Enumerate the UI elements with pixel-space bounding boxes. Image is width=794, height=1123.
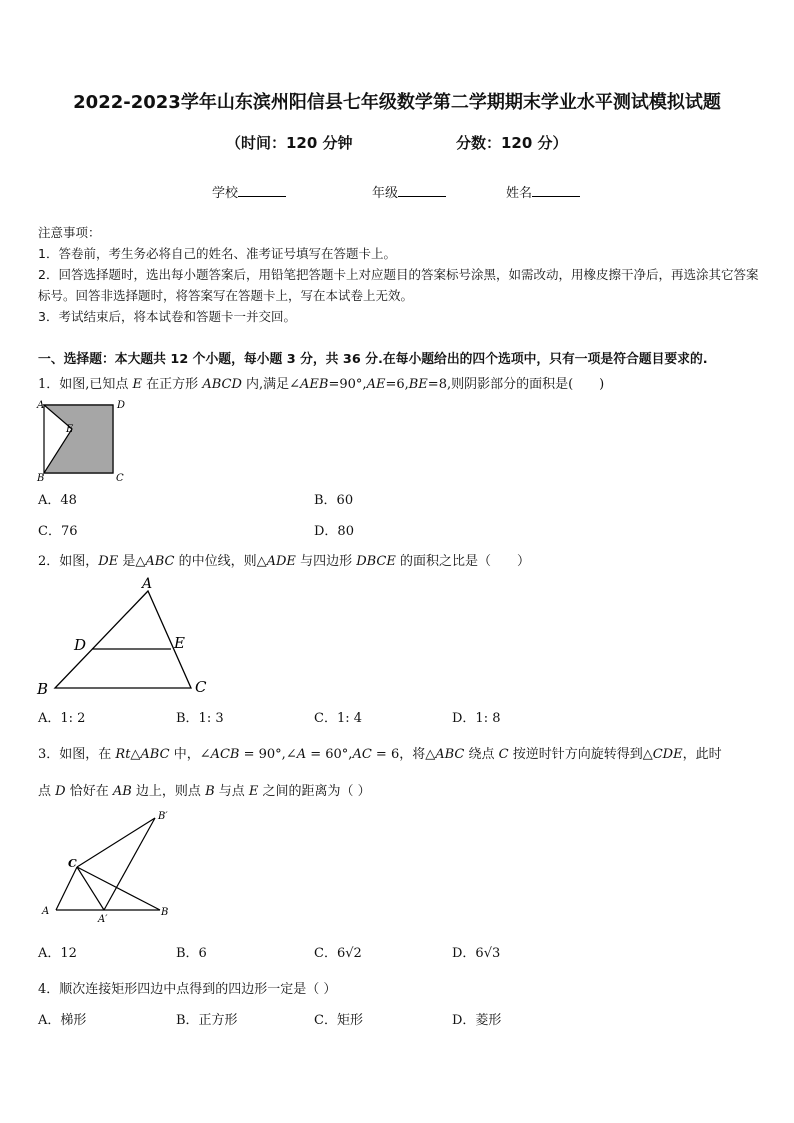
q4-option-a: A．梯形 [38,1013,87,1028]
grade-label: 年级 [372,186,399,201]
notes-block [38,222,760,327]
segment-cb-prime [77,818,155,867]
name-label: 姓名 [506,186,533,201]
label-d: D [74,636,87,654]
question-1-stem: 1．如图,已知点 E 在正方形 ABCD 内,满足∠AEB=90°,AE=6,BE=8,则阴影部分的面积是( ) [38,377,605,392]
q2-option-d: D．1: 8 [452,711,501,726]
note-item: 3．考试结束后，将本试卷和答题卡一并交回。 [38,309,296,324]
note-item: 2．回答选择题时，选出每小题答案后，用铅笔把答题卡上对应题目的答案标号涂黑，如需改动，用橡皮擦干净后，再选涂其它答案标号。回答非选择题时，将答案写在答题卡上，写在本试卷上无效。 [38,267,759,303]
q3-option-b: B．6 [176,946,207,961]
q1-option-a: A．48 [38,493,77,508]
q3-option-d: D．6√3 [452,946,501,961]
label-b: B [37,680,49,698]
question-1-figure [34,396,134,486]
label-b-prime: B′ [158,811,168,822]
q1-option-d: D．80 [314,524,354,539]
label-c: C [195,678,207,696]
grade-blank [398,184,446,197]
q4-option-d: D．菱形 [452,1013,502,1028]
segment-a-prime-b-prime [104,818,155,910]
segment-ac [56,867,77,910]
q1-option-c: C．76 [38,524,78,539]
label-b: B [37,473,45,484]
school-blank [238,184,286,197]
school-label: 学校 [212,186,239,201]
label-a-prime: A′ [98,914,108,925]
label-d: D [117,400,126,411]
page-title: 2022-2023学年山东滨州阳信县七年级数学第二学期期末学业水平测试模拟试题 [73,92,721,113]
label-a: A [37,400,45,411]
q3-option-c: C．6√2 [314,946,362,961]
name-field [506,182,580,201]
label-b: B [161,907,169,918]
grade-field [372,182,446,201]
name-blank [532,184,580,197]
segment-cb [77,867,160,910]
time-info: （时间：120 分钟 [226,134,353,152]
question-2-stem: 2．如图，DE 是△ABC 的中位线，则△ADE 与四边形 DBCE 的面积之比是（ ） [38,554,530,569]
label-a: A [42,906,50,917]
q3-option-a: A．12 [38,946,77,961]
question-3-stem-line1: 3．如图，在 Rt△ABC 中，∠ACB = 90°,∠A = 60°,AC = 6，将△ABC 绕点 C 按逆时针方向旋转得到△CDE，此时 [38,747,722,762]
notes-heading: 注意事项： [38,225,101,240]
q2-option-a: A．1: 2 [38,711,86,726]
score-info: 分数：120 分） [456,134,568,152]
label-e: E [66,424,74,435]
label-c: C [116,473,124,484]
question-4-stem: 4．顺次连接矩形四边中点得到的四边形一定是（ ） [38,982,337,997]
label-c: C [68,857,77,870]
question-3-stem-line2: 点 D 恰好在 AB 边上，则点 B 与点 E 之间的距离为（ ） [38,784,371,799]
section-heading: 一、选择题：本大题共 12 个小题，每小题 3 分，共 36 分.在每小题给出的四个选项中，只有一项是符合题目要求的. [38,352,708,367]
q4-option-c: C．矩形 [314,1013,363,1028]
q2-option-b: B．1: 3 [176,711,224,726]
q1-option-b: B．60 [314,493,354,508]
q4-option-b: B．正方形 [176,1013,238,1028]
question-2-figure [34,574,214,698]
q2-option-c: C．1: 4 [314,711,363,726]
label-a: A [142,576,153,592]
school-field [212,182,286,201]
question-3-figure [34,806,184,926]
label-e: E [174,634,185,652]
shaded-region [44,405,113,473]
note-item: 1．答卷前，考生务必将自己的姓名、准考证号填写在答题卡上。 [38,246,396,261]
